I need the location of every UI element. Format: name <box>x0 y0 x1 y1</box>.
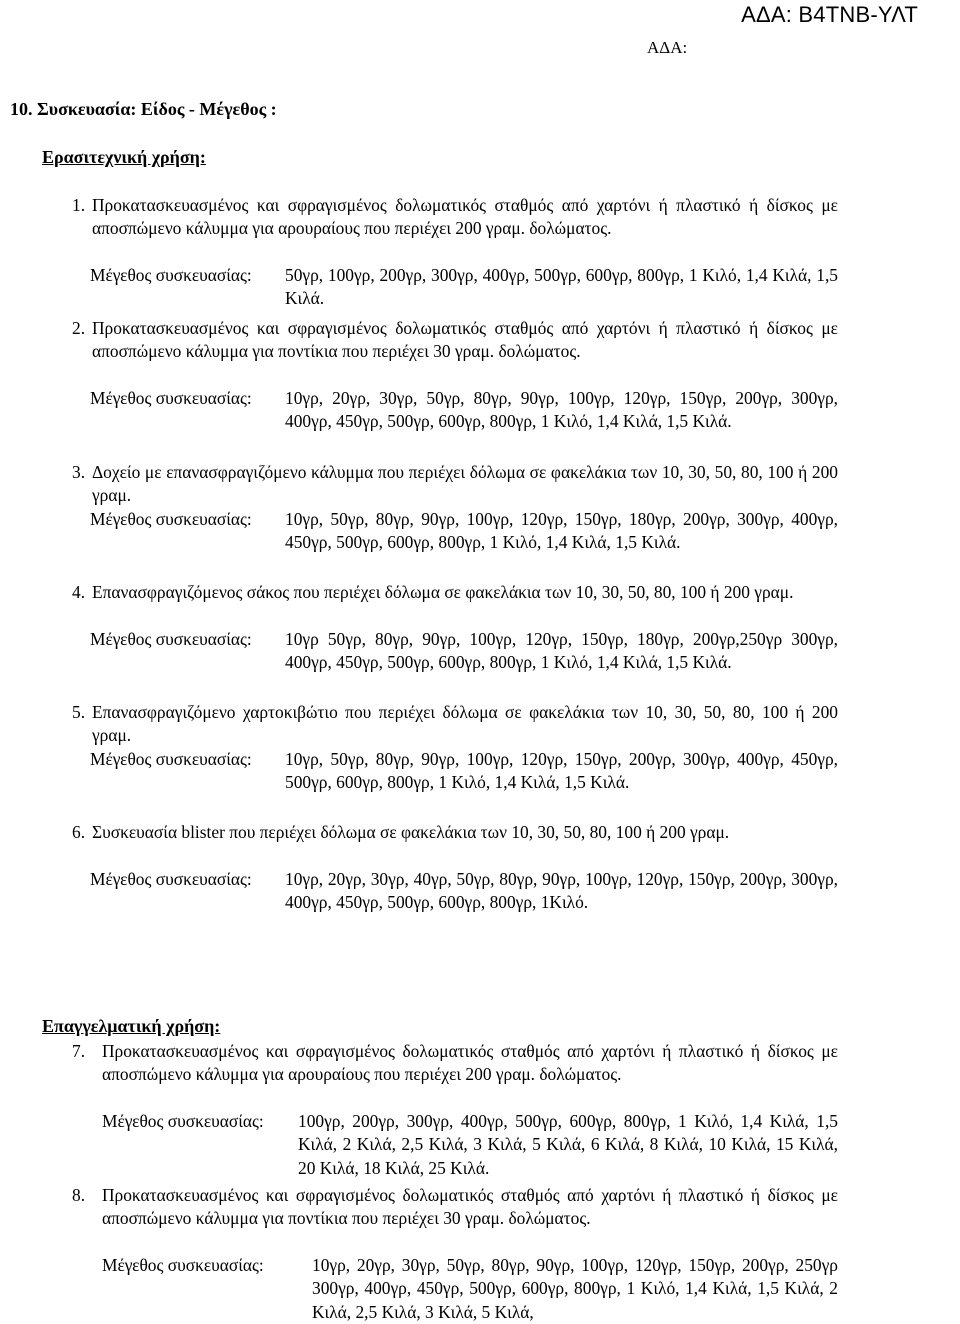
item-description: Προκατασκευασμένος και σφραγισμένος δολωματικός σταθμός από χαρτόνι ή πλαστικό ή δίσκος με αποσπώμενο κάλυμμα για αρουραίους που περιέχει 200 γραμ. δολώματος. <box>102 1041 838 1085</box>
item-description: Προκατασκευασμένος και σφραγισμένος δολωματικός σταθμός από χαρτόνι ή πλαστικό ή δίσκος με αποσπώμενο κάλυμμα για ποντίκια που περιέχει 30 γραμ. δολώματος. <box>92 318 838 362</box>
package-item <box>72 317 838 457</box>
package-item <box>72 701 838 819</box>
item-description: Συσκευασία blister που περιέχει δόλωμα σε φακελάκια των 10, 30, 50, 80, 100 ή 200 γραμ. <box>92 822 730 842</box>
package-size-value: 10γρ 50γρ, 80γρ, 90γρ, 100γρ, 120γρ, 150γρ, 180γρ, 200γρ,250γρ 300γρ, 400γρ, 450γρ, 500γρ, 600γρ, 800γρ, 1 Κιλό, 1,4 Κιλά, 1,5 Κιλά. <box>285 629 838 673</box>
item-description: Επανασφραγιζόμενο χαρτοκιβώτιο που περιέχει δόλωμα σε φακελάκια των 10, 30, 50, 80, 100 ή 200 γραμ. <box>92 702 838 746</box>
package-size-label: Μέγεθος συσκευασίας: <box>90 265 252 285</box>
package-size-label: Μέγεθος συσκευασίας: <box>102 1111 264 1131</box>
item-description: Προκατασκευασμένος και σφραγισμένος δολωματικός σταθμός από χαρτόνι ή πλαστικό ή δίσκος με αποσπώμενο κάλυμμα για ποντίκια που περιέχει 30 γραμ. δολώματος. <box>102 1185 838 1229</box>
package-item <box>72 1184 838 1324</box>
item-description: Δοχείο με επανασφραγιζόμενο κάλυμμα που περιέχει δόλωμα σε φακελάκια των 10, 30, 50, 80, 100 ή 200 γραμ. <box>92 462 838 506</box>
package-size-label: Μέγεθος συσκευασίας: <box>90 509 252 529</box>
package-size-label: Μέγεθος συσκευασίας: <box>90 629 252 649</box>
item-number: 6. <box>72 822 86 842</box>
package-item <box>72 461 838 579</box>
package-item <box>72 821 838 939</box>
item-description: Προκατασκευασμένος και σφραγισμένος δολωματικός σταθμός από χαρτόνι ή πλαστικό ή δίσκος με αποσπώμενο κάλυμμα για αρουραίους που περιέχει 200 γραμ. δολώματος. <box>92 195 838 239</box>
item-description: Επανασφραγιζόμενος σάκος που περιέχει δόλωμα σε φακελάκια των 10, 30, 50, 80, 100 ή 200 γραμ. <box>92 582 794 602</box>
package-size-value: 10γρ, 50γρ, 80γρ, 90γρ, 100γρ, 120γρ, 150γρ, 180γρ, 200γρ, 300γρ, 400γρ, 450γρ, 500γρ, 600γρ, 800γρ, 1 Κιλό, 1,4 Κιλά, 1,5 Κιλά. <box>285 509 838 553</box>
package-size-value: 10γρ, 20γρ, 30γρ, 50γρ, 80γρ, 90γρ, 100γρ, 120γρ, 150γρ, 200γρ, 300γρ, 400γρ, 450γρ, 500γρ, 600γρ, 800γρ, 1 Κιλό, 1,4 Κιλά, 1,5 Κιλά. <box>285 388 838 432</box>
item-number: 3. <box>72 462 86 482</box>
item-number: 1. <box>72 195 86 215</box>
package-size-value: 50γρ, 100γρ, 200γρ, 300γρ, 400γρ, 500γρ, 600γρ, 800γρ, 1 Κιλό, 1,4 Κιλά, 1,5 Κιλά. <box>285 265 838 309</box>
package-size-label: Μέγεθος συσκευασίας: <box>102 1255 264 1275</box>
package-size-value: 10γρ, 20γρ, 30γρ, 40γρ, 50γρ, 80γρ, 90γρ, 100γρ, 120γρ, 150γρ, 200γρ, 300γρ, 400γρ, 450γρ, 500γρ, 600γρ, 800γρ, 1Κιλό. <box>285 869 838 913</box>
item-number: 5. <box>72 702 86 722</box>
section-title: 10. Συσκευασία: Είδος - Μέγεθος : <box>10 99 277 119</box>
item-number: 2. <box>72 318 86 338</box>
professional-use-heading: Επαγγελματική χρήση: <box>42 1016 221 1036</box>
package-item <box>72 194 838 312</box>
ada-label: ΑΔΑ: <box>647 38 688 57</box>
package-size-value: 100γρ, 200γρ, 300γρ, 400γρ, 500γρ, 600γρ, 800γρ, 1 Κιλό, 1,4 Κιλά, 1,5 Κιλά, 2 Κιλά, 2,5 Κιλά, 3 Κιλά, 5 Κιλά, 6 Κιλά, 8 Κιλά, 10 Κιλά, 15 Κιλά, 20 Κιλά, 18 Κιλά, 25 Κιλά. <box>298 1111 838 1178</box>
package-item <box>72 581 838 699</box>
item-number: 8. <box>72 1185 86 1205</box>
package-size-value: 10γρ, 20γρ, 30γρ, 50γρ, 80γρ, 90γρ, 100γρ, 120γρ, 150γρ, 200γρ, 250γρ 300γρ, 400γρ, 450γρ, 500γρ, 600γρ, 800γρ, 1 Κιλό, 1,4 Κιλά, 1,5 Κιλά, 2 Κιλά, 2,5 Κιλά, 3 Κιλά, 5 Κιλά, <box>312 1255 838 1322</box>
package-size-label: Μέγεθος συσκευασίας: <box>90 388 252 408</box>
package-size-value: 10γρ, 50γρ, 80γρ, 90γρ, 100γρ, 120γρ, 150γρ, 200γρ, 300γρ, 400γρ, 450γρ, 500γρ, 600γρ, 800γρ, 1 Κιλό, 1,4 Κιλά, 1,5 Κιλά. <box>285 749 838 793</box>
package-size-label: Μέγεθος συσκευασίας: <box>90 869 252 889</box>
item-number: 4. <box>72 582 86 602</box>
amateur-use-heading: Ερασιτεχνική χρήση: <box>42 147 206 167</box>
ada-code-header: ΑΔΑ: Β4ΤΝΒ-ΥΛΤ <box>741 2 918 27</box>
item-number: 7. <box>72 1041 86 1061</box>
package-item <box>72 1040 838 1180</box>
package-size-label: Μέγεθος συσκευασίας: <box>90 749 252 769</box>
